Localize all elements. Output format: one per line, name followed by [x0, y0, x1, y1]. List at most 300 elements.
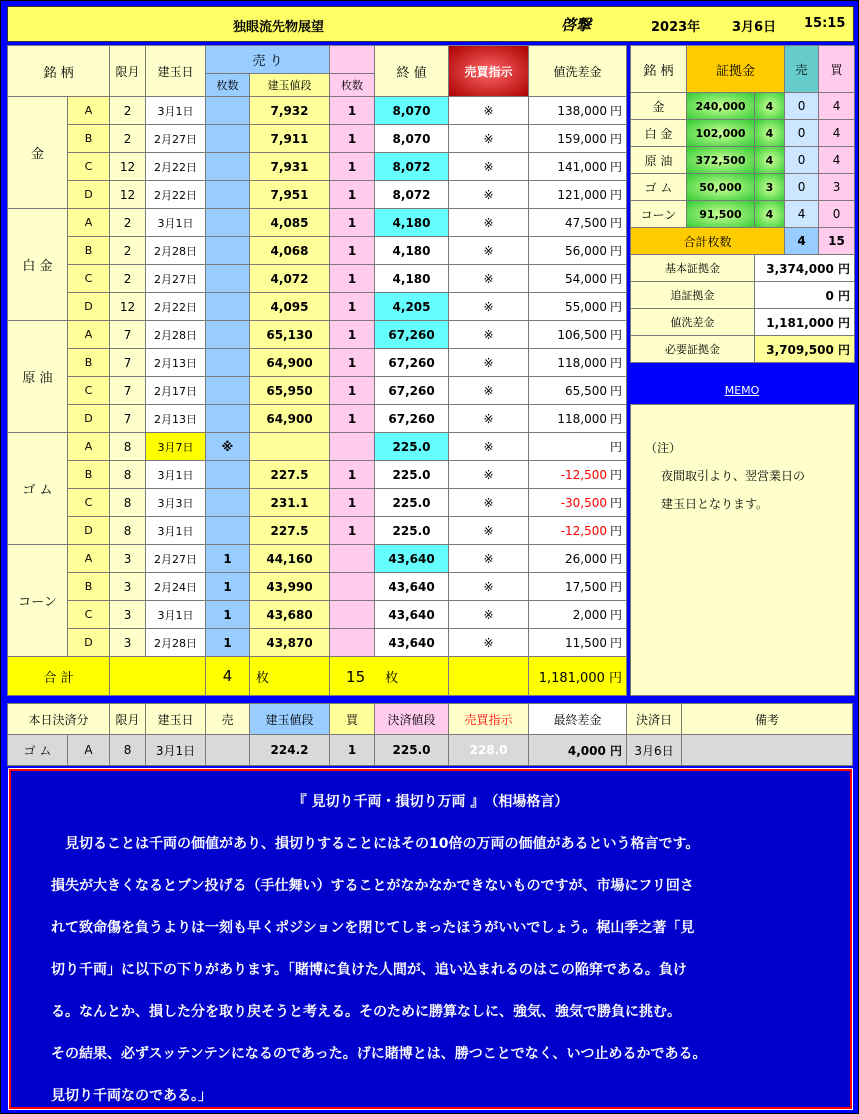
row-diff-cell: [529, 545, 627, 573]
table-row: [8, 545, 627, 573]
margin-name: 白 金: [631, 120, 687, 147]
row-sell-qty: 1: [206, 573, 250, 601]
table-row: [8, 517, 627, 545]
row-label: D: [68, 293, 110, 321]
row-month: 2: [110, 237, 146, 265]
row-diff-cell: [529, 461, 627, 489]
year-label: 2023年: [651, 20, 701, 35]
row-month: 12: [110, 153, 146, 181]
row-yen: 円: [610, 216, 623, 230]
quote-line: 損失が大きくなるとブン投げる（手仕舞い）することがなかなかできないものですが、市場にフリ回さ: [51, 878, 694, 894]
commodity-name: 金: [8, 97, 68, 209]
row-close: 67,260: [375, 405, 449, 433]
settle-date: 3月1日: [146, 735, 206, 766]
summary-row: [631, 282, 855, 309]
header-qty-buy: 枚数: [330, 74, 375, 97]
row-diff: 65,500: [565, 384, 608, 398]
row-close: 225.0: [375, 461, 449, 489]
row-label: D: [68, 517, 110, 545]
table-row: [8, 433, 627, 461]
total-unit-1: 枚: [250, 657, 330, 696]
row-open-date: 2月24日: [146, 573, 206, 601]
settle-settle-date: 3月6日: [627, 735, 682, 766]
row-close: 4,180: [375, 265, 449, 293]
margin-header-brand: 銘 柄: [631, 46, 687, 93]
table-row: [8, 209, 627, 237]
summary-value: 3,374,000 円: [755, 255, 855, 282]
row-price: 227.5: [250, 461, 330, 489]
row-open-date: 3月1日: [146, 517, 206, 545]
row-sell-qty: 1: [206, 629, 250, 657]
row-diff: 11,500: [565, 636, 608, 650]
row-diff: 17,500: [565, 580, 608, 594]
row-diff-cell: [529, 265, 627, 293]
margin-amount: 102,000: [687, 120, 755, 147]
memo-link[interactable]: MEMO: [724, 384, 760, 397]
settle-final-cell: [529, 735, 627, 766]
row-price: 227.5: [250, 517, 330, 545]
row-price: 7,931: [250, 153, 330, 181]
row-instruction: ※: [449, 405, 529, 433]
row-open-date: 3月1日: [146, 209, 206, 237]
row-close: 8,072: [375, 153, 449, 181]
row-sell-qty: [206, 125, 250, 153]
row-diff: 54,000: [565, 272, 608, 286]
row-sell-qty: [206, 461, 250, 489]
row-price: 43,870: [250, 629, 330, 657]
table-row: [8, 629, 627, 657]
page-title: 独眼流先物展望: [233, 20, 325, 35]
row-diff: -12,500: [560, 524, 608, 538]
row-sell-qty: [206, 321, 250, 349]
row-month: 8: [110, 433, 146, 461]
settle-header-2: 建玉日: [146, 704, 206, 735]
margin-amount: 372,500: [687, 147, 755, 174]
row-diff: 121,000: [557, 188, 608, 202]
row-diff-cell: [529, 209, 627, 237]
row-price: 64,900: [250, 405, 330, 433]
table-row: [8, 321, 627, 349]
settle-header-9: 決済日: [627, 704, 682, 735]
row-price: 43,680: [250, 601, 330, 629]
row-diff-cell: [529, 601, 627, 629]
instruction-header-button[interactable]: 売買指示: [449, 46, 529, 97]
memo-note: （注）: [645, 441, 682, 455]
row-open-date: 2月27日: [146, 125, 206, 153]
time-label: 15:15: [804, 16, 846, 31]
row-month: 2: [110, 97, 146, 125]
margin-count: 4: [755, 93, 785, 120]
row-open-date: 2月28日: [146, 321, 206, 349]
row-label: D: [68, 405, 110, 433]
row-close: 43,640: [375, 601, 449, 629]
margin-sell: 0: [785, 120, 819, 147]
margin-table: [630, 45, 855, 363]
row-buy-qty: 1: [330, 237, 375, 265]
row-price: 7,911: [250, 125, 330, 153]
row-month: 7: [110, 405, 146, 433]
margin-total-buy: 15: [819, 228, 855, 255]
row-label: C: [68, 601, 110, 629]
row-month: 3: [110, 545, 146, 573]
quote-title: 『 見切り千両・損切り万両 』 （相場格言）: [292, 794, 569, 810]
row-price: 7,951: [250, 181, 330, 209]
row-month: 8: [110, 461, 146, 489]
row-yen: 円: [610, 328, 623, 342]
quote-line: 見切ることは千両の価値があり、損切りすることにはその10倍の万両の価値があるという格言です。: [51, 836, 700, 852]
row-yen: 円: [610, 440, 623, 454]
margin-amount: 91,500: [687, 201, 755, 228]
row-diff: 159,000: [557, 132, 608, 146]
row-diff-cell: [529, 489, 627, 517]
row-price: 44,160: [250, 545, 330, 573]
margin-buy: 4: [819, 147, 855, 174]
row-price: 65,950: [250, 377, 330, 405]
settle-header-10: 備考: [682, 704, 853, 735]
row-yen: 円: [610, 412, 623, 426]
row-diff-cell: [529, 517, 627, 545]
row-buy-qty: 1: [330, 265, 375, 293]
row-diff-cell: [529, 97, 627, 125]
row-open-date: 3月3日: [146, 489, 206, 517]
row-close: 8,070: [375, 97, 449, 125]
row-diff: 55,000: [565, 300, 608, 314]
row-month: 12: [110, 293, 146, 321]
row-month: 3: [110, 573, 146, 601]
row-open-date: 3月1日: [146, 461, 206, 489]
row-yen: 円: [610, 272, 623, 286]
row-yen: 円: [610, 244, 623, 258]
row-price: 64,900: [250, 349, 330, 377]
row-diff: 106,500: [557, 328, 608, 342]
row-close: 43,640: [375, 545, 449, 573]
settle-header-7: 売買指示: [449, 704, 529, 735]
memo-panel: [630, 404, 855, 696]
row-diff-cell: [529, 181, 627, 209]
row-sell-qty: [206, 209, 250, 237]
row-price: 7,932: [250, 97, 330, 125]
row-diff-cell: [529, 153, 627, 181]
row-sell-qty: [206, 265, 250, 293]
settle-header-1: 限月: [110, 704, 146, 735]
total-buy-qty-cell: [330, 657, 449, 696]
row-diff-cell: [529, 237, 627, 265]
commodity-name: 原 油: [8, 321, 68, 433]
seal-text: 啓撃: [561, 16, 592, 34]
row-open-date: 2月22日: [146, 181, 206, 209]
row-yen: 円: [610, 496, 623, 510]
row-label: D: [68, 629, 110, 657]
row-month: 3: [110, 601, 146, 629]
settle-header-4: 建玉値段: [250, 704, 330, 735]
summary-label: 基本証拠金: [631, 255, 755, 282]
settle-note: [682, 735, 853, 766]
quote-line: る。なんとか、損した分を取り戻そうと考える。そのために勝算なしに、強気、強気で勝負に挑む。: [51, 1004, 681, 1020]
row-buy-qty: 1: [330, 461, 375, 489]
row-yen: 円: [610, 300, 623, 314]
row-yen: 円: [610, 160, 623, 174]
row-sell-qty: [206, 97, 250, 125]
row-buy-qty: 1: [330, 517, 375, 545]
row-diff-cell: [529, 573, 627, 601]
margin-total-label: 合計枚数: [631, 228, 785, 255]
row-open-date: 3月1日: [146, 601, 206, 629]
row-price: 4,085: [250, 209, 330, 237]
row-label: B: [68, 573, 110, 601]
header-qty-sell: 枚数: [206, 74, 250, 97]
row-sell-qty: 1: [206, 545, 250, 573]
margin-name: 原 油: [631, 147, 687, 174]
row-instruction: ※: [449, 601, 529, 629]
row-month: 8: [110, 517, 146, 545]
total-buy-qty: 15: [346, 667, 366, 686]
header-diff: 値洗差金: [529, 46, 627, 97]
row-open-date: 2月13日: [146, 349, 206, 377]
table-row: [8, 461, 627, 489]
row-open-date: 3月1日: [146, 97, 206, 125]
memo-line-1: 夜間取引より、翌営業日の: [661, 469, 806, 483]
row-sell-qty: [206, 237, 250, 265]
row-close: 67,260: [375, 377, 449, 405]
row-yen: 円: [610, 104, 623, 118]
header-buy-spacer: [330, 46, 375, 74]
row-buy-qty: 1: [330, 97, 375, 125]
row-diff: 2,000: [572, 608, 608, 622]
row-buy-qty: [330, 433, 375, 461]
row-buy-qty: [330, 545, 375, 573]
row-month: 2: [110, 125, 146, 153]
row-sell-qty: [206, 349, 250, 377]
margin-row: [631, 120, 855, 147]
row-diff: -12,500: [560, 468, 608, 482]
row-open-date: 2月27日: [146, 265, 206, 293]
margin-name: 金: [631, 93, 687, 120]
summary-value: 3,709,500 円: [755, 336, 855, 363]
row-price: 4,095: [250, 293, 330, 321]
table-row: [8, 377, 627, 405]
row-price: 43,990: [250, 573, 330, 601]
table-row: [8, 97, 627, 125]
row-label: C: [68, 377, 110, 405]
settle-header-0: 本日決済分: [8, 704, 110, 735]
row-price: 65,130: [250, 321, 330, 349]
row-open-date: 2月27日: [146, 545, 206, 573]
row-instruction: ※: [449, 377, 529, 405]
summary-label: 必要証拠金: [631, 336, 755, 363]
margin-name: コーン: [631, 201, 687, 228]
quote-line: 切り千両」に以下の下りがあります。「賭博に負けた人間が、追い込まれるのはこの陥穽である。負け: [51, 962, 687, 978]
settle-buy: 1: [330, 735, 375, 766]
row-close: 4,205: [375, 293, 449, 321]
row-diff-cell: [529, 433, 627, 461]
row-instruction: ※: [449, 321, 529, 349]
row-label: A: [68, 209, 110, 237]
positions-table: [7, 45, 627, 696]
margin-amount: 240,000: [687, 93, 755, 120]
row-buy-qty: 1: [330, 377, 375, 405]
row-buy-qty: [330, 629, 375, 657]
row-buy-qty: 1: [330, 293, 375, 321]
row-sell-qty: [206, 293, 250, 321]
margin-header-amount: 証拠金: [687, 46, 785, 93]
margin-buy: 0: [819, 201, 855, 228]
row-sell-qty: [206, 405, 250, 433]
settle-settle-price: 225.0: [375, 735, 449, 766]
row-diff-cell: [529, 349, 627, 377]
commodity-name: コーン: [8, 545, 68, 657]
settle-instruction: 228.0: [449, 735, 529, 766]
row-label: C: [68, 265, 110, 293]
table-row: [8, 601, 627, 629]
row-open-date: 3月7日: [146, 433, 206, 461]
margin-sell: 4: [785, 201, 819, 228]
memo-line-2: 建玉日となります。: [661, 497, 769, 511]
margin-count: 4: [755, 201, 785, 228]
quote-box: [9, 769, 852, 1109]
settle-name: ゴ ム: [8, 735, 68, 766]
row-month: 3: [110, 629, 146, 657]
row-close: 67,260: [375, 321, 449, 349]
row-diff-cell: [529, 293, 627, 321]
header-brand: 銘 柄: [8, 46, 110, 97]
row-instruction: ※: [449, 153, 529, 181]
total-unit-2: 枚: [385, 670, 399, 686]
row-month: 7: [110, 349, 146, 377]
row-month: 8: [110, 489, 146, 517]
row-sell-qty: ※: [206, 433, 250, 461]
row-price: 4,072: [250, 265, 330, 293]
quote-line: 見切り千両なのである。」: [51, 1088, 212, 1104]
table-row: [8, 349, 627, 377]
row-diff: -30,500: [560, 496, 608, 510]
row-yen: 円: [610, 356, 623, 370]
settle-header-6: 決済値段: [375, 704, 449, 735]
header-close: 終 値: [375, 46, 449, 97]
row-yen: 円: [610, 608, 623, 622]
margin-total-sell: 4: [785, 228, 819, 255]
commodity-name: 白 金: [8, 209, 68, 321]
row-close: 8,070: [375, 125, 449, 153]
row-buy-qty: 1: [330, 153, 375, 181]
row-diff-cell: [529, 405, 627, 433]
row-sell-qty: 1: [206, 601, 250, 629]
row-sell-qty: [206, 181, 250, 209]
header-price: 建玉値段: [250, 74, 330, 97]
row-instruction: ※: [449, 489, 529, 517]
row-close: 8,072: [375, 181, 449, 209]
row-yen: 円: [610, 132, 623, 146]
margin-count: 3: [755, 174, 785, 201]
row-open-date: 2月13日: [146, 405, 206, 433]
row-sell-qty: [206, 489, 250, 517]
row-diff-cell: [529, 629, 627, 657]
row-close: 43,640: [375, 629, 449, 657]
margin-buy: 3: [819, 174, 855, 201]
summary-label: 追証拠金: [631, 282, 755, 309]
row-yen: 円: [610, 468, 623, 482]
row-diff: 26,000: [565, 552, 608, 566]
quote-line: その結果、必ずスッテンテンになるのであった。げに賭博とは、勝つことでなく、いつ止めるかである。: [51, 1046, 707, 1062]
table-row: [8, 265, 627, 293]
settle-final: 4,000: [567, 743, 606, 758]
row-buy-qty: [330, 601, 375, 629]
table-row: [8, 489, 627, 517]
margin-count: 4: [755, 147, 785, 174]
row-sell-qty: [206, 153, 250, 181]
row-label: B: [68, 125, 110, 153]
row-label: A: [68, 433, 110, 461]
row-label: A: [68, 321, 110, 349]
margin-buy: 4: [819, 120, 855, 147]
margin-row: [631, 174, 855, 201]
row-buy-qty: 1: [330, 125, 375, 153]
row-yen: 円: [610, 188, 623, 202]
table-row: [8, 573, 627, 601]
summary-row: [631, 255, 855, 282]
summary-value: 0 円: [755, 282, 855, 309]
row-diff-cell: [529, 125, 627, 153]
settlement-table: [7, 703, 853, 766]
header-month: 限月: [110, 46, 146, 97]
row-yen: 円: [610, 384, 623, 398]
row-price: 4,068: [250, 237, 330, 265]
summary-row: [631, 309, 855, 336]
row-close: 225.0: [375, 433, 449, 461]
settle-sell: [206, 735, 250, 766]
summary-label: 値洗差金: [631, 309, 755, 336]
row-yen: 円: [610, 580, 623, 594]
header-open-date: 建玉日: [146, 46, 206, 97]
row-label: B: [68, 349, 110, 377]
row-label: C: [68, 153, 110, 181]
header-sell: 売 り: [206, 46, 330, 74]
margin-row: [631, 201, 855, 228]
row-instruction: ※: [449, 545, 529, 573]
row-label: A: [68, 545, 110, 573]
row-yen: 円: [610, 552, 623, 566]
margin-row: [631, 93, 855, 120]
row-label: A: [68, 97, 110, 125]
row-diff: 141,000: [557, 160, 608, 174]
row-label: B: [68, 237, 110, 265]
row-month: 7: [110, 377, 146, 405]
table-row: [8, 181, 627, 209]
margin-sell: 0: [785, 93, 819, 120]
row-price: [250, 433, 330, 461]
settle-yen: 円: [610, 743, 623, 758]
table-row: [8, 125, 627, 153]
row-diff-cell: [529, 321, 627, 349]
table-row: [8, 237, 627, 265]
settle-month: 8: [110, 735, 146, 766]
margin-name: ゴ ム: [631, 174, 687, 201]
row-close: 225.0: [375, 489, 449, 517]
table-row: [8, 153, 627, 181]
margin-sell: 0: [785, 147, 819, 174]
row-month: 2: [110, 265, 146, 293]
row-open-date: 2月17日: [146, 377, 206, 405]
margin-header-buy: 買: [819, 46, 855, 93]
row-instruction: ※: [449, 461, 529, 489]
total-label: 合 計: [8, 657, 110, 696]
row-instruction: ※: [449, 181, 529, 209]
row-close: 43,640: [375, 573, 449, 601]
row-diff: 118,000: [557, 356, 608, 370]
row-yen: 円: [610, 524, 623, 538]
row-price: 231.1: [250, 489, 330, 517]
margin-buy: 4: [819, 93, 855, 120]
row-open-date: 2月28日: [146, 629, 206, 657]
